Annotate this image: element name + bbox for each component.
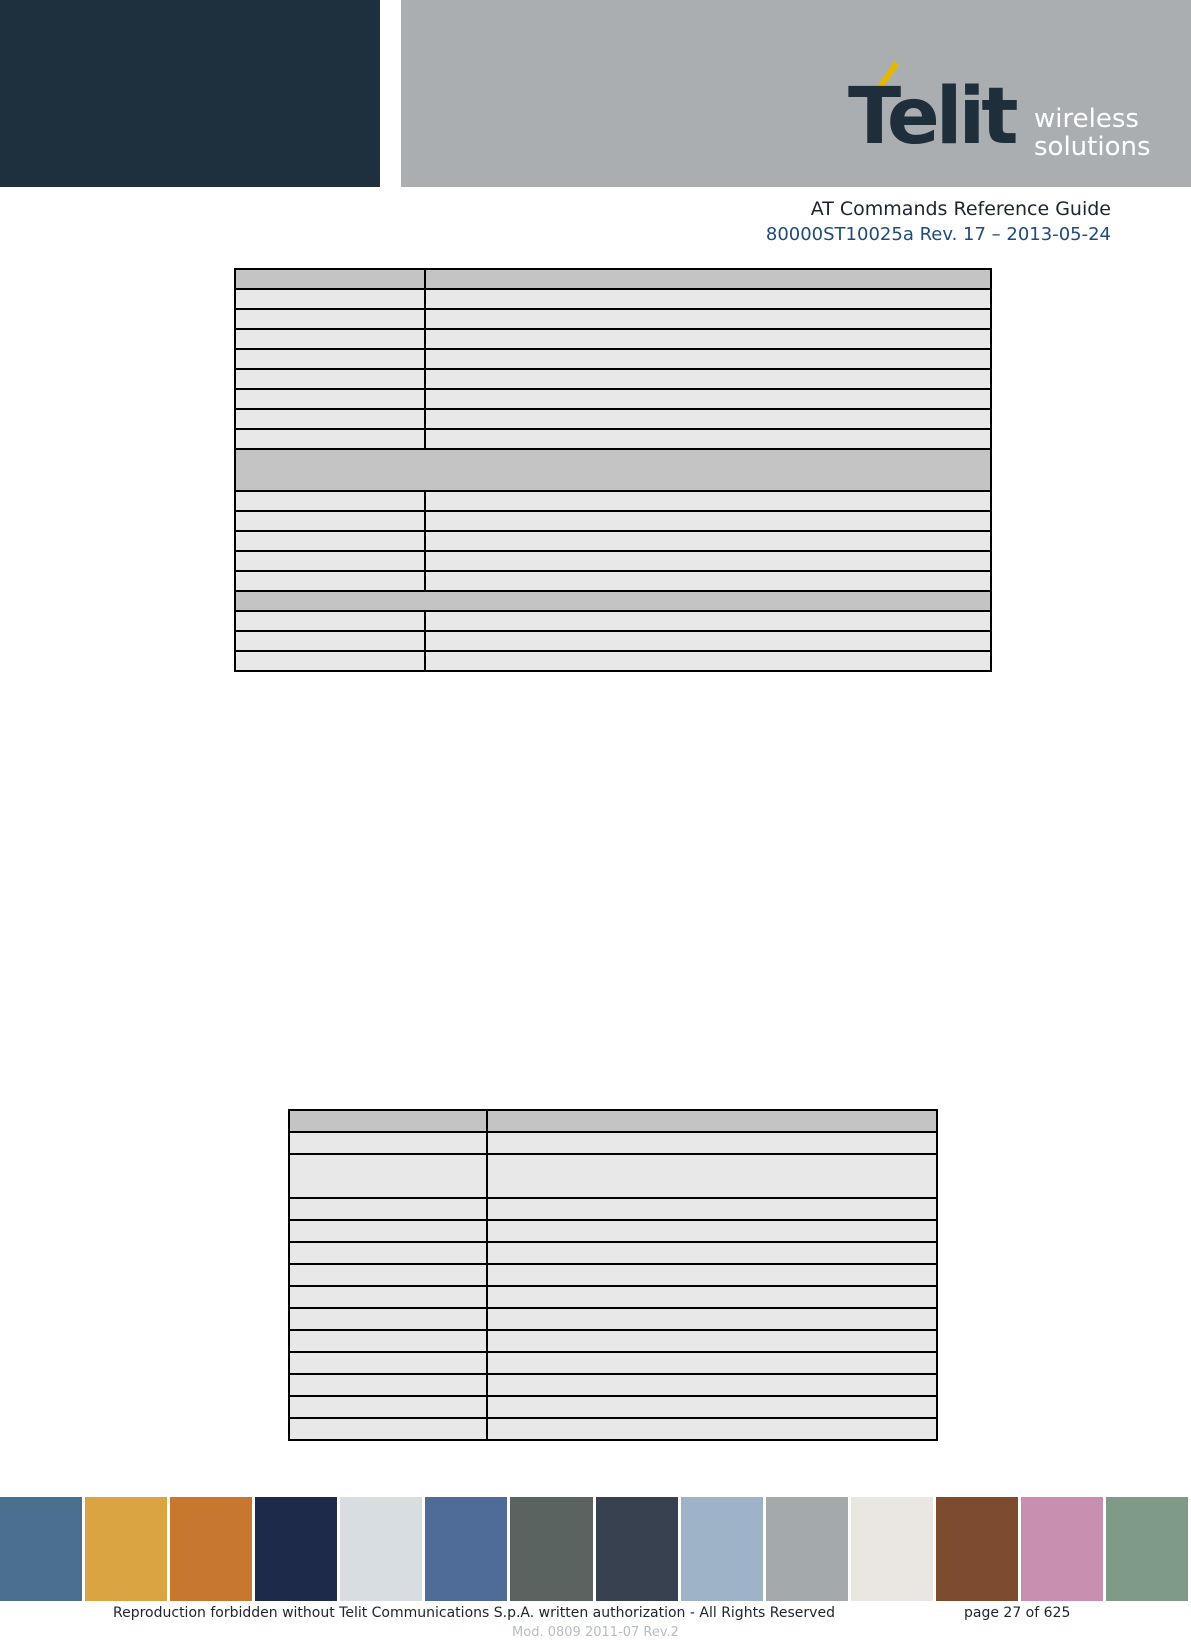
table-cell <box>235 531 425 551</box>
table-cell <box>235 369 425 389</box>
table-cell <box>487 1308 937 1330</box>
table-cell <box>487 1220 937 1242</box>
table-cell <box>425 269 991 289</box>
table-cell <box>235 429 425 449</box>
table-row <box>289 1308 937 1330</box>
rail-platform-photo <box>936 1497 1018 1601</box>
table-cell <box>235 571 425 591</box>
table-cell <box>487 1286 937 1308</box>
led-clock-display-photo <box>255 1497 337 1601</box>
tagline-line-1: wireless <box>1034 104 1139 134</box>
table-row <box>289 1396 937 1418</box>
brand-logo: Telit <box>848 72 1015 162</box>
security-camera-photo <box>1106 1497 1188 1601</box>
wind-turbines-photo <box>681 1497 763 1601</box>
table-cell <box>425 631 991 651</box>
table-row <box>235 551 991 571</box>
table-cell <box>425 651 991 671</box>
table-row <box>289 1198 937 1220</box>
table-row <box>289 1132 937 1154</box>
table-row <box>235 631 991 651</box>
retail-shelves-photo <box>1021 1497 1103 1601</box>
table-cell <box>235 309 425 329</box>
image-strip <box>0 1497 1191 1601</box>
document-code: 80000ST10025a Rev. 17 – 2013-05-24 <box>765 224 1111 245</box>
table-cell <box>289 1132 487 1154</box>
table-cell <box>487 1198 937 1220</box>
table-cell <box>235 651 425 671</box>
table-cell <box>487 1132 937 1154</box>
table-row <box>235 409 991 429</box>
document-title: AT Commands Reference Guide <box>810 198 1111 220</box>
footer-mod-code: Mod. 0809 2011-07 Rev.2 <box>512 1625 679 1640</box>
table-cell <box>425 511 991 531</box>
table-section-row <box>235 591 991 611</box>
table-row <box>235 349 991 369</box>
table-cell <box>289 1418 487 1440</box>
table-cell <box>487 1154 937 1198</box>
table-cell <box>235 329 425 349</box>
table-cell <box>289 1352 487 1374</box>
tagline-line-2: solutions <box>1034 132 1151 162</box>
table-cell <box>235 551 425 571</box>
freight-containers-photo <box>170 1497 252 1601</box>
table-row <box>235 531 991 551</box>
table-cell <box>425 349 991 369</box>
road-traffic-photo <box>0 1497 82 1601</box>
cyclist-photo <box>425 1497 507 1601</box>
table-row <box>289 1418 937 1440</box>
table-row <box>235 611 991 631</box>
table-row <box>235 491 991 511</box>
vending-machine-photo <box>596 1497 678 1601</box>
table-cell <box>289 1330 487 1352</box>
table-cell <box>425 531 991 551</box>
table-cell <box>487 1264 937 1286</box>
table-cell <box>425 571 991 591</box>
table-row <box>289 1154 937 1198</box>
table-header-row <box>235 269 991 289</box>
table-cell <box>487 1396 937 1418</box>
table-cell <box>289 1242 487 1264</box>
table-row <box>235 329 991 349</box>
table-cell <box>425 409 991 429</box>
table-row <box>235 511 991 531</box>
table-cell <box>487 1330 937 1352</box>
table-cell <box>425 491 991 511</box>
table-cell <box>235 491 425 511</box>
table-cell <box>235 631 425 651</box>
table-cell <box>289 1110 487 1132</box>
table-row <box>289 1374 937 1396</box>
table-row <box>289 1352 937 1374</box>
table-2 <box>288 1109 938 1441</box>
table-row <box>289 1330 937 1352</box>
table-row <box>235 309 991 329</box>
table-row <box>289 1286 937 1308</box>
table-cell <box>235 611 425 631</box>
table-cell <box>289 1154 487 1198</box>
table-cell <box>235 349 425 369</box>
table-row <box>235 571 991 591</box>
table-row <box>289 1264 937 1286</box>
sos-callbox-photo <box>85 1497 167 1601</box>
card-payment-photo <box>510 1497 592 1601</box>
table-cell <box>487 1242 937 1264</box>
electricity-meter-photo <box>766 1497 848 1601</box>
table-header-row <box>289 1110 937 1132</box>
table-cell <box>425 611 991 631</box>
table-cell <box>235 269 425 289</box>
table-row <box>235 429 991 449</box>
table-row <box>289 1220 937 1242</box>
page-number: page 27 of 625 <box>964 1605 1071 1621</box>
table-row <box>289 1242 937 1264</box>
table-cell <box>235 389 425 409</box>
table-cell <box>235 511 425 531</box>
table-cell <box>487 1374 937 1396</box>
table-cell <box>425 289 991 309</box>
table-cell <box>425 329 991 349</box>
table-cell <box>425 389 991 409</box>
table-row <box>235 651 991 671</box>
table-cell <box>289 1396 487 1418</box>
table-cell <box>425 309 991 329</box>
table-cell <box>235 289 425 309</box>
table-cell <box>425 551 991 571</box>
table-cell <box>235 591 991 611</box>
table-cell <box>289 1264 487 1286</box>
keyboard-photo <box>340 1497 422 1601</box>
table-cell <box>289 1286 487 1308</box>
header-dark-panel <box>0 0 380 187</box>
table-cell <box>289 1198 487 1220</box>
table-1 <box>234 268 992 672</box>
table-cell <box>425 369 991 389</box>
table-cell <box>425 429 991 449</box>
table-cell <box>235 409 425 429</box>
table-cell <box>487 1110 937 1132</box>
table-cell <box>289 1308 487 1330</box>
table-row <box>235 389 991 409</box>
table-row <box>235 289 991 309</box>
footer-notice: Reproduction forbidden without Telit Communications S.p.A. written authorization - All Rights Reserved <box>113 1605 835 1621</box>
table-cell <box>487 1418 937 1440</box>
brand-tagline <box>1034 105 1151 161</box>
table-row <box>235 369 991 389</box>
room-interior-photo <box>851 1497 933 1601</box>
table-section-row <box>235 449 991 491</box>
table-cell <box>289 1220 487 1242</box>
table-cell <box>487 1352 937 1374</box>
table-cell <box>235 449 991 491</box>
table-cell <box>289 1374 487 1396</box>
